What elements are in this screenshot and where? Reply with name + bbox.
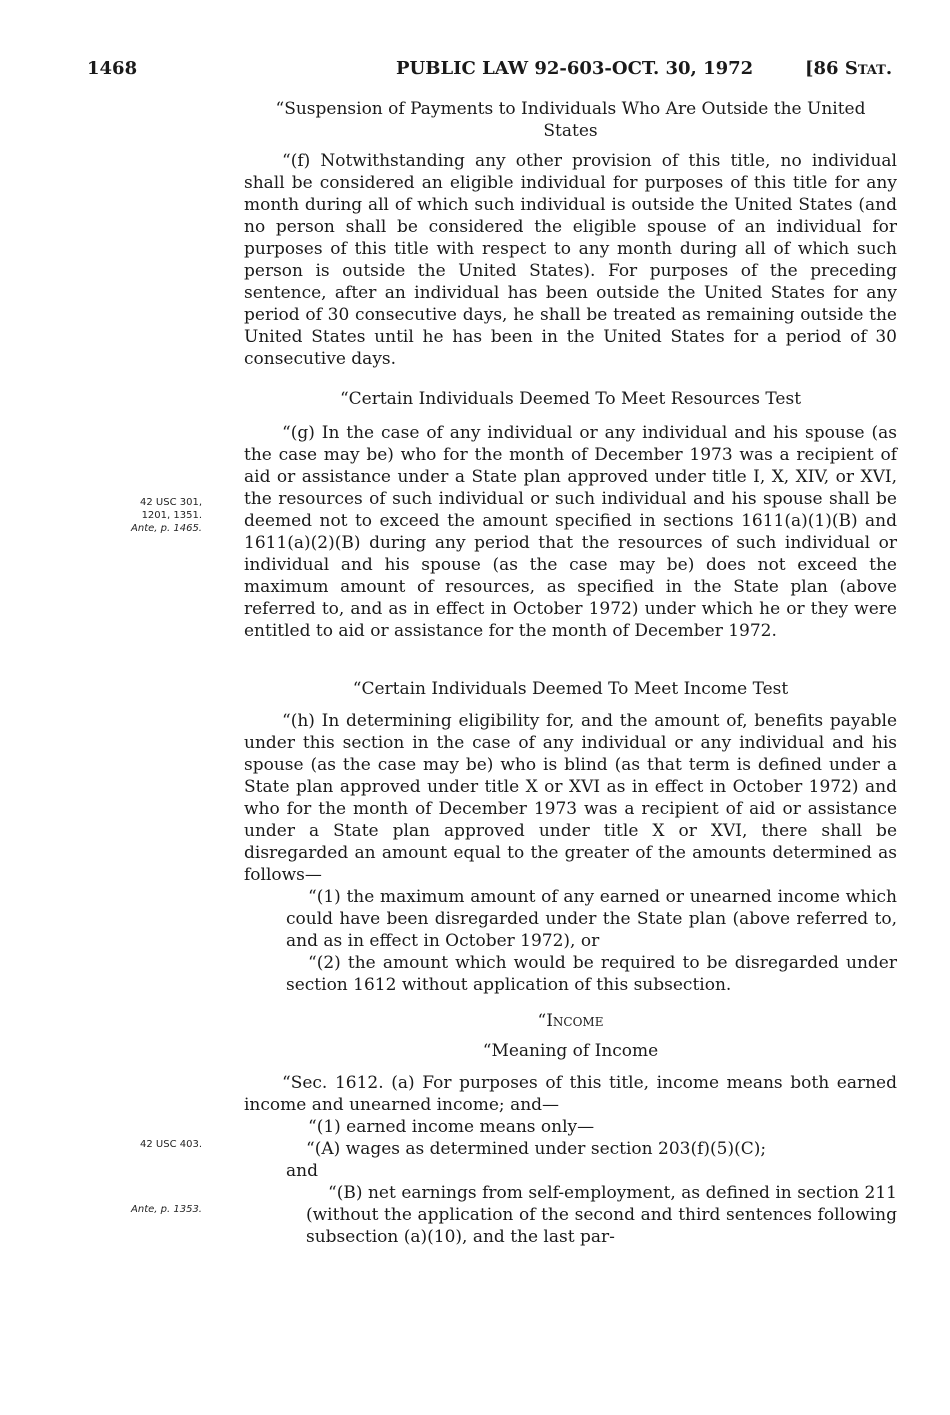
section-g-text: “(g) In the case of any individual or any individual and his spouse (as the case may be) who for the month of December 1973 was a recipient of aid or assistance under a State plan approved under title I, X, XIV, or XVI, the resources of such individual or such individual and his spouse shall be deemed not to exceed the amount specified in sections 1611(a)(1)(B) and 1611(a)(2)(B) during any period that the resources of such individual or individual and his spouse (as the case may be) does not exceed the maximum amount of resources, as specified in the State plan (above referred to, and as in effect in October 1972) under which he or they were entitled to aid or assistance for the month of December 1972. bbox=[244, 423, 897, 641]
section-h-clause-1: “(1) the maximum amount of any earned or unearned income which could have been disregarded under the State plan (above referred to, and as in effect in October 1972), or bbox=[286, 887, 897, 951]
margin-note-g-usc-2: 1201, 1351. bbox=[141, 510, 202, 521]
margin-note-g-usc-1: 42 USC 301, bbox=[140, 497, 202, 508]
income-part bbox=[244, 1010, 897, 1248]
subsection-a-1: “(1) earned income means only— bbox=[308, 1117, 595, 1137]
subsection-a-1-A bbox=[306, 1138, 897, 1160]
meaning-of-income-heading: “Meaning of Income bbox=[482, 1041, 659, 1061]
section-h-text: “(h) In determining eligibility for, and the amount of, benefits payable under this section in the case of any individual or any individual and his spouse (as the case may be) who is blind (as that term is defined under a State plan approved under title X or XVI as in effect in October 1972) and who for the month of December 1973 was a recipient of aid or assistance under a State plan approved under title X or XVI, there shall be disregarded an amount equal to the greater of the amounts determined as follows— bbox=[244, 711, 897, 885]
subsection-a-1-A-text: “(A) wages as determined under section 203(f)(5)(C); bbox=[306, 1139, 767, 1159]
margin-note-g-ante: Ante, p. 1465. bbox=[131, 523, 202, 534]
section-f-text: “(f) Notwithstanding any other provision of this title, no individual shall be considered an eligible individual for purposes of this title for any month during all of which such individual is outside the United States (and no person shall be considered the eligible spouse of an individual for purposes of this title with respect to any month during all of which such person is outside the United States). For purposes of the preceding sentence, after an individual has been outside the United States for any period of 30 consecutive days, he shall be treated as remaining outside the United States until he has been in the United States for a period of 30 consecutive days. bbox=[244, 151, 897, 369]
section-1612-a-text: “Sec. 1612. (a) For purposes of this title, income means both earned income and unearned income; and— bbox=[244, 1073, 897, 1115]
section-g-heading: “Certain Individuals Deemed To Meet Resources Test bbox=[339, 389, 802, 409]
margin-note-b: Ante, p. 1353. bbox=[131, 1204, 202, 1215]
page-number: 1468 bbox=[87, 58, 138, 79]
section-f bbox=[244, 98, 897, 370]
income-heading: “Income bbox=[537, 1011, 604, 1031]
margin-note-a: 42 USC 403. bbox=[140, 1139, 202, 1150]
running-head-law: PUBLIC LAW 92-603-OCT. 30, 1972 bbox=[396, 58, 754, 79]
subsection-a-1-A-and: and bbox=[286, 1161, 318, 1181]
section-h-heading: “Certain Individuals Deemed To Meet Income Test bbox=[352, 679, 789, 699]
section-h-clause-2: “(2) the amount which would be required to be disregarded under section 1612 without application of this subsection. bbox=[286, 953, 897, 995]
section-f-heading: “Suspension of Payments to Individuals Who Are Outside the United States bbox=[275, 99, 866, 141]
margin-note-g bbox=[80, 496, 202, 535]
section-g bbox=[244, 388, 897, 642]
running-head-statute: [86 Stat. bbox=[805, 58, 893, 79]
subsection-a-1-B: “(B) net earnings from self-employment, as defined in section 211 (without the application of the second and third sentences following subsection (a)(10), and the last par- bbox=[306, 1183, 897, 1247]
section-h bbox=[244, 678, 897, 996]
